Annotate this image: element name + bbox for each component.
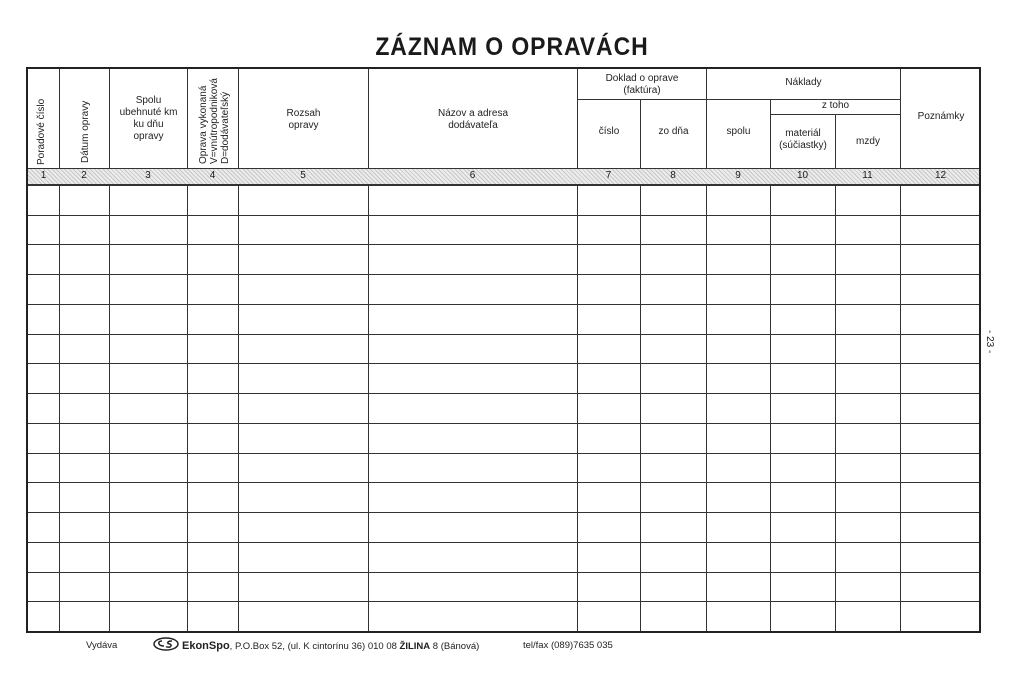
column-number: 1 [40,170,47,181]
column-number: 6 [469,170,476,181]
row-line [28,482,979,483]
row-line [28,304,979,305]
header-material: materiál (súčiastky) [779,128,827,151]
row-line [28,512,979,513]
col-divider [109,69,110,631]
header-nazov-dodavatela: Názov a adresa dodávateľa [437,108,509,131]
header-z-toho: z toho [821,100,850,111]
col-divider [59,69,60,631]
col-divider [900,69,901,631]
row-line [28,363,979,364]
column-number: 8 [670,170,676,181]
footer-address: , P.O.Box 52, (ul. K cintorínu 36) 010 08 [229,641,400,652]
ekonspo-logo-icon [153,637,179,651]
row-line [28,601,979,602]
page-number: - 23 - [984,330,995,354]
row-line [28,393,979,394]
header-spolu: spolu [726,126,751,137]
column-number: 4 [209,170,216,181]
header-spolu-km: Spolu ubehnuté km ku dňu opravy [119,95,178,142]
column-number: 7 [605,170,612,181]
col-divider [577,69,578,631]
row-line [28,215,979,216]
col-divider [238,69,239,631]
footer-brand: EkonSpo [182,640,230,652]
header-poradove-cislo: Poradové číslo [36,98,47,165]
column-number: 11 [862,170,873,181]
header-rozsah-opravy: Rozsah opravy [286,108,321,131]
col-divider [835,114,836,631]
row-line [28,572,979,573]
footer-city: ŽILINA [399,641,431,652]
page-title: ZÁZNAM O OPRAVÁCH [375,33,649,61]
row-line [28,423,979,424]
header-datum-opravy: Dátum opravy [80,100,91,163]
col-divider [368,69,369,631]
row-line [28,244,979,245]
header-poznamky: Poznámky [917,111,965,122]
column-number: 10 [796,170,809,181]
footer-publisher [182,640,479,652]
header-doklad: Doklad o oprave (faktúra) [605,73,679,96]
header-mzdy: mzdy [856,136,880,147]
header-naklady: Náklady [785,77,822,88]
col-divider [706,69,707,631]
column-number: 9 [735,170,741,181]
col-divider [187,69,188,631]
footer-vydava: Vydáva [86,640,118,651]
row-line [28,542,979,543]
footer-phone: tel/fax (089)7635 035 [523,640,613,651]
column-number: 5 [300,170,306,181]
repair-record-table: Poradové číslo Dátum opravy Spolu ubehnuté km ku dňu opravy Oprava vykonaná V=vnútropodniková D=dodávateľský Rozsah opravy Názov a adresa dodávateľa Doklad o oprave (faktúra) číslo zo dňa Náklady z toho spolu materiál (súčiastky) mzdy Poznámky 1 2 3 4 5 6 7 8 9 10 11 12 [26,67,981,633]
row-line [28,274,979,275]
column-number: 12 [934,170,947,181]
row-line [28,334,979,335]
row-line [28,453,979,454]
footer-address-suffix: 8 (Bánová) [430,641,480,652]
column-number: 2 [81,170,87,181]
header-zo-dna: zo dňa [658,126,689,137]
header-cislo: číslo [598,126,620,137]
column-number: 3 [145,170,151,181]
header-subline [770,114,900,115]
